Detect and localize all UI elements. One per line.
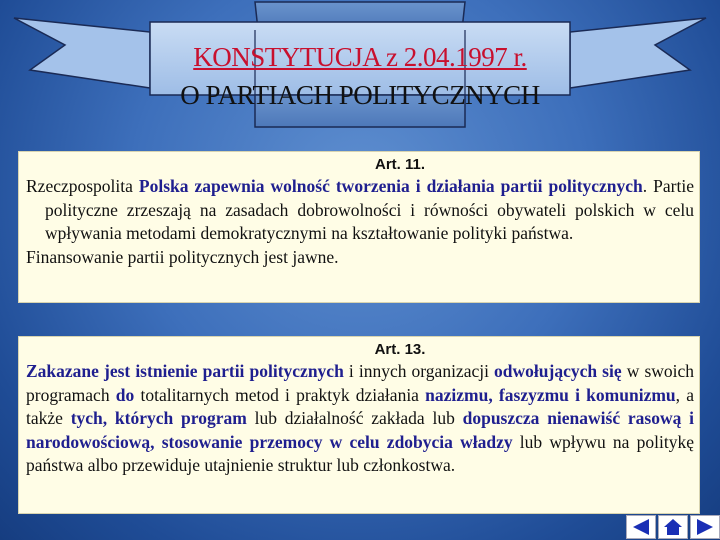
home-button[interactable]	[658, 515, 688, 539]
next-icon	[691, 516, 719, 538]
article-11-paragraph-1	[26, 175, 694, 246]
article-11-heading: Art. 11.	[374, 156, 426, 173]
emphasis-text: Polska zapewnia wolność tworzenia i działania partii politycznych	[138, 176, 643, 196]
article-13-heading: Art. 13.	[374, 341, 426, 358]
title-line-2: O PARTIACH POLITYCZNYCH	[180, 80, 540, 110]
emphasis-text: tych, których program	[70, 408, 247, 428]
article-13-box	[18, 336, 700, 514]
previous-icon	[627, 516, 655, 538]
emphasis-text: odwołujących się	[494, 361, 622, 381]
text-span: , a także	[26, 384, 695, 428]
emphasis-text: nazizmu, faszyzmu i komunizmu	[425, 384, 676, 405]
text-span: lub działalność zakłada lub	[246, 408, 463, 428]
text-span: totalitarnych metod i praktyk działania	[134, 384, 426, 405]
article-11-paragraph-2: Finansowanie partii politycznych jest jawne.	[26, 246, 339, 267]
next-button[interactable]	[690, 515, 720, 539]
text-span: Rzeczpospolita	[26, 176, 139, 196]
title-line-1: KONSTYTUCJA z 2.04.1997 r.	[193, 42, 527, 72]
title-banner	[0, 0, 720, 150]
text-span: . Partie polityczne zrzeszają na zasadach dobrowolności i równości obywateli polskich w celu wpływania metodami demokratycznymi na kształtowanie polityki państwa.	[45, 176, 694, 243]
text-span: i innych organizacji	[343, 361, 495, 381]
article-11-box	[18, 151, 700, 303]
home-icon	[659, 516, 687, 538]
previous-button[interactable]	[626, 515, 656, 539]
text-span: w swoich programach	[26, 361, 695, 405]
text-span: lub wpływu na politykę państwa albo przewiduje utajnienie struktur lub członkostwa.	[26, 431, 694, 475]
emphasis-text: dopuszcza nienawiść rasową i narodowościową, stosowanie przemocy w celu zdobycia władzy	[26, 408, 695, 452]
emphasis-text: Zakazane jest istnienie partii politycznych	[26, 361, 344, 381]
emphasis-text: do	[115, 384, 135, 405]
article-13-paragraph	[26, 360, 694, 478]
